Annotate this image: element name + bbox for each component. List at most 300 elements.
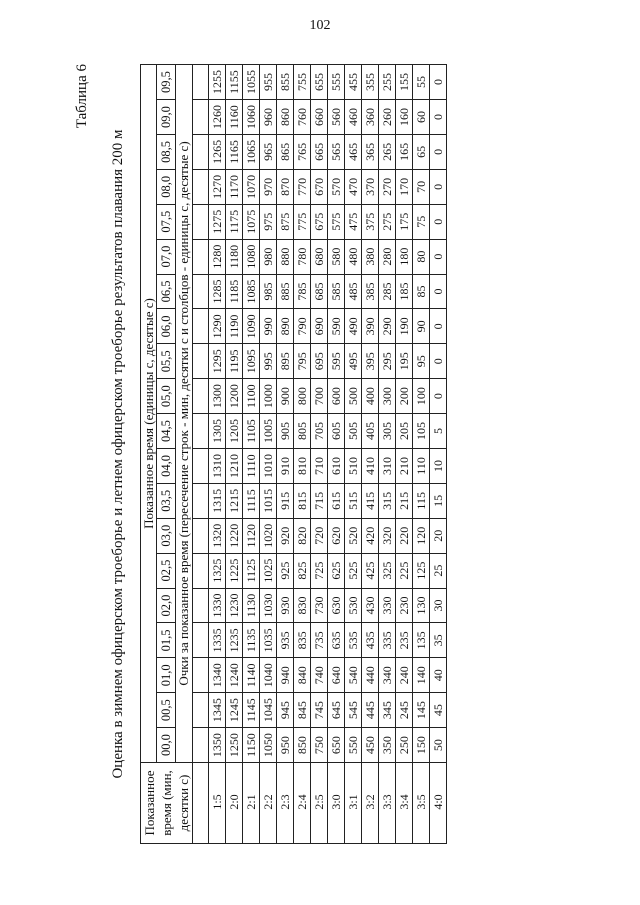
points-cell: 665 <box>311 134 328 169</box>
points-cell: 935 <box>277 623 294 658</box>
points-cell: 1040 <box>260 658 277 693</box>
points-cell: 945 <box>277 693 294 728</box>
points-cell: 690 <box>311 309 328 344</box>
points-cell: 840 <box>294 658 311 693</box>
points-cell: 1165 <box>226 134 243 169</box>
points-cell: 1330 <box>209 588 226 623</box>
points-cell: 1130 <box>243 588 260 623</box>
points-cell: 710 <box>311 448 328 483</box>
table-row <box>345 64 362 843</box>
points-cell: 820 <box>294 518 311 553</box>
blank-cell <box>193 134 209 169</box>
points-cell: 25 <box>430 553 447 588</box>
blank-cell <box>193 414 209 449</box>
points-cell: 45 <box>430 693 447 728</box>
points-cell: 885 <box>277 274 294 309</box>
points-cell: 140 <box>413 658 430 693</box>
points-cell: 920 <box>277 518 294 553</box>
points-cell: 400 <box>362 379 379 414</box>
column-header: 04,0 <box>157 448 176 483</box>
points-cell: 295 <box>379 344 396 379</box>
points-cell: 770 <box>294 169 311 204</box>
points-cell: 870 <box>277 169 294 204</box>
points-cell: 440 <box>362 658 379 693</box>
points-cell: 1265 <box>209 134 226 169</box>
blank-cell <box>193 344 209 379</box>
blank-cell <box>193 763 209 844</box>
points-cell: 600 <box>328 379 345 414</box>
points-cell: 975 <box>260 204 277 239</box>
points-cell: 765 <box>294 134 311 169</box>
points-cell: 105 <box>413 414 430 449</box>
table-label: Таблица 6 <box>74 64 90 129</box>
points-cell: 960 <box>260 100 277 135</box>
points-cell: 1010 <box>260 448 277 483</box>
points-cell: 1285 <box>209 274 226 309</box>
points-cell: 0 <box>430 64 447 99</box>
points-cell: 500 <box>345 379 362 414</box>
points-cell: 1295 <box>209 344 226 379</box>
points-cell: 390 <box>362 309 379 344</box>
points-cell: 0 <box>430 344 447 379</box>
points-cell: 910 <box>277 448 294 483</box>
points-cell: 950 <box>277 728 294 763</box>
column-header: 08,0 <box>157 169 176 204</box>
points-cell: 750 <box>311 728 328 763</box>
points-cell: 150 <box>413 728 430 763</box>
points-cell: 785 <box>294 274 311 309</box>
points-cell: 720 <box>311 518 328 553</box>
points-cell: 265 <box>379 134 396 169</box>
points-cell: 340 <box>379 658 396 693</box>
points-cell: 570 <box>328 169 345 204</box>
column-header: 03,0 <box>157 518 176 553</box>
points-cell: 1325 <box>209 553 226 588</box>
points-cell: 1135 <box>243 623 260 658</box>
points-cell: 1120 <box>243 518 260 553</box>
column-header: 01,0 <box>157 658 176 693</box>
points-cell: 995 <box>260 344 277 379</box>
points-cell: 1045 <box>260 693 277 728</box>
column-header-row <box>157 64 176 843</box>
points-cell: 535 <box>345 623 362 658</box>
points-cell: 655 <box>311 64 328 99</box>
points-cell: 1000 <box>260 379 277 414</box>
points-cell: 5 <box>430 414 447 449</box>
points-cell: 1105 <box>243 414 260 449</box>
points-cell: 220 <box>396 518 413 553</box>
points-cell: 800 <box>294 379 311 414</box>
points-cell: 65 <box>413 134 430 169</box>
points-cell: 485 <box>345 274 362 309</box>
time-cell: 4:0 <box>430 763 447 844</box>
points-cell: 1345 <box>209 693 226 728</box>
points-cell: 555 <box>328 64 345 99</box>
points-cell: 640 <box>328 658 345 693</box>
points-cell: 835 <box>294 623 311 658</box>
points-cell: 0 <box>430 204 447 239</box>
points-cell: 760 <box>294 100 311 135</box>
points-cell: 725 <box>311 553 328 588</box>
column-header: 00,5 <box>157 693 176 728</box>
points-cell: 70 <box>413 169 430 204</box>
points-cell: 530 <box>345 588 362 623</box>
points-cell: 980 <box>260 239 277 274</box>
points-cell: 565 <box>328 134 345 169</box>
points-cell: 645 <box>328 693 345 728</box>
points-cell: 420 <box>362 518 379 553</box>
points-cell: 1205 <box>226 414 243 449</box>
points-cell: 605 <box>328 414 345 449</box>
points-cell: 925 <box>277 553 294 588</box>
points-cell: 370 <box>362 169 379 204</box>
points-cell: 890 <box>277 309 294 344</box>
points-cell: 0 <box>430 274 447 309</box>
points-cell: 275 <box>379 204 396 239</box>
points-cell: 55 <box>413 64 430 99</box>
points-cell: 1090 <box>243 309 260 344</box>
points-cell: 580 <box>328 239 345 274</box>
points-cell: 465 <box>345 134 362 169</box>
points-cell: 155 <box>396 64 413 99</box>
points-cell: 700 <box>311 379 328 414</box>
points-cell: 1080 <box>243 239 260 274</box>
points-cell: 325 <box>379 553 396 588</box>
points-cell: 320 <box>379 518 396 553</box>
points-cell: 10 <box>430 448 447 483</box>
sub-header: Очки за показанное время (пересечение строк - мин, десятки с и столбцов - единицы с, десятые с) <box>176 64 193 762</box>
points-cell: 1270 <box>209 169 226 204</box>
time-cell: 2:2 <box>260 763 277 844</box>
points-cell: 1240 <box>226 658 243 693</box>
points-cell: 805 <box>294 414 311 449</box>
points-cell: 125 <box>413 553 430 588</box>
points-cell: 915 <box>277 483 294 518</box>
points-cell: 245 <box>396 693 413 728</box>
points-cell: 225 <box>396 553 413 588</box>
points-cell: 1320 <box>209 518 226 553</box>
points-cell: 970 <box>260 169 277 204</box>
time-cell: 2:5 <box>311 763 328 844</box>
table-row <box>379 64 396 843</box>
stub-header: Показанное время (мин, десятки с) <box>141 763 193 844</box>
column-header: 02,5 <box>157 553 176 588</box>
points-cell: 270 <box>379 169 396 204</box>
table-row <box>311 64 328 843</box>
page-number: 102 <box>309 18 331 33</box>
points-cell: 745 <box>311 693 328 728</box>
points-cell: 450 <box>362 728 379 763</box>
points-cell: 490 <box>345 309 362 344</box>
points-cell: 1160 <box>226 100 243 135</box>
points-cell: 350 <box>379 728 396 763</box>
points-cell: 1225 <box>226 553 243 588</box>
time-cell: 3:5 <box>413 763 430 844</box>
points-cell: 695 <box>311 344 328 379</box>
points-cell: 1280 <box>209 239 226 274</box>
points-cell: 905 <box>277 414 294 449</box>
points-cell: 1085 <box>243 274 260 309</box>
points-cell: 585 <box>328 274 345 309</box>
points-cell: 345 <box>379 693 396 728</box>
points-cell: 675 <box>311 204 328 239</box>
column-header: 09,5 <box>157 64 176 99</box>
points-cell: 1005 <box>260 414 277 449</box>
points-cell: 115 <box>413 483 430 518</box>
points-cell: 1065 <box>243 134 260 169</box>
points-cell: 1215 <box>226 483 243 518</box>
points-cell: 545 <box>345 693 362 728</box>
blank-cell <box>193 204 209 239</box>
points-cell: 285 <box>379 274 396 309</box>
points-cell: 1315 <box>209 483 226 518</box>
points-cell: 250 <box>396 728 413 763</box>
points-cell: 175 <box>396 204 413 239</box>
points-cell: 1025 <box>260 553 277 588</box>
points-cell: 1020 <box>260 518 277 553</box>
time-cell: 2:1 <box>243 763 260 844</box>
points-cell: 660 <box>311 100 328 135</box>
points-cell: 0 <box>430 100 447 135</box>
points-cell: 1095 <box>243 344 260 379</box>
points-cell: 830 <box>294 588 311 623</box>
points-cell: 1310 <box>209 448 226 483</box>
points-cell: 730 <box>311 588 328 623</box>
blank-cell <box>193 693 209 728</box>
points-cell: 35 <box>430 623 447 658</box>
points-cell: 990 <box>260 309 277 344</box>
points-cell: 200 <box>396 379 413 414</box>
points-cell: 940 <box>277 658 294 693</box>
points-cell: 395 <box>362 344 379 379</box>
points-cell: 20 <box>430 518 447 553</box>
table-row <box>430 64 447 843</box>
points-cell: 540 <box>345 658 362 693</box>
points-cell: 1275 <box>209 204 226 239</box>
points-cell: 650 <box>328 728 345 763</box>
points-cell: 865 <box>277 134 294 169</box>
rotated-page-content <box>70 64 565 844</box>
points-cell: 435 <box>362 623 379 658</box>
blank-cell <box>193 309 209 344</box>
points-cell: 525 <box>345 553 362 588</box>
points-cell: 1235 <box>226 623 243 658</box>
blank-row <box>193 64 209 843</box>
points-cell: 215 <box>396 483 413 518</box>
points-cell: 1030 <box>260 588 277 623</box>
blank-cell <box>193 728 209 763</box>
table-row <box>226 64 243 843</box>
points-cell: 260 <box>379 100 396 135</box>
points-cell: 740 <box>311 658 328 693</box>
points-cell: 290 <box>379 309 396 344</box>
points-cell: 550 <box>345 728 362 763</box>
points-cell: 280 <box>379 239 396 274</box>
points-cell: 1050 <box>260 728 277 763</box>
points-cell: 965 <box>260 134 277 169</box>
points-cell: 1185 <box>226 274 243 309</box>
table-row <box>413 64 430 843</box>
points-cell: 80 <box>413 239 430 274</box>
points-cell: 1155 <box>226 64 243 99</box>
points-cell: 480 <box>345 239 362 274</box>
points-cell: 425 <box>362 553 379 588</box>
points-cell: 845 <box>294 693 311 728</box>
points-cell: 75 <box>413 204 430 239</box>
column-header: 07,0 <box>157 239 176 274</box>
points-cell: 1255 <box>209 64 226 99</box>
time-cell: 1:5 <box>209 763 226 844</box>
points-cell: 205 <box>396 414 413 449</box>
points-cell: 1305 <box>209 414 226 449</box>
points-cell: 0 <box>430 379 447 414</box>
points-cell: 1015 <box>260 483 277 518</box>
points-cell: 235 <box>396 623 413 658</box>
time-cell: 3:3 <box>379 763 396 844</box>
points-cell: 415 <box>362 483 379 518</box>
points-cell: 875 <box>277 204 294 239</box>
points-cell: 470 <box>345 169 362 204</box>
points-cell: 1195 <box>226 344 243 379</box>
points-cell: 505 <box>345 414 362 449</box>
points-cell: 1220 <box>226 518 243 553</box>
time-cell: 3:2 <box>362 763 379 844</box>
points-cell: 195 <box>396 344 413 379</box>
points-cell: 560 <box>328 100 345 135</box>
column-header: 09,0 <box>157 100 176 135</box>
points-cell: 310 <box>379 448 396 483</box>
points-cell: 630 <box>328 588 345 623</box>
column-header: 04,5 <box>157 414 176 449</box>
points-cell: 930 <box>277 588 294 623</box>
points-cell: 0 <box>430 169 447 204</box>
column-header: 06,5 <box>157 274 176 309</box>
points-cell: 0 <box>430 239 447 274</box>
blank-cell <box>193 274 209 309</box>
points-cell: 635 <box>328 623 345 658</box>
points-cell: 300 <box>379 379 396 414</box>
points-cell: 1300 <box>209 379 226 414</box>
blank-cell <box>193 588 209 623</box>
points-cell: 515 <box>345 483 362 518</box>
column-header: 01,5 <box>157 623 176 658</box>
points-cell: 1075 <box>243 204 260 239</box>
points-cell: 1140 <box>243 658 260 693</box>
points-cell: 330 <box>379 588 396 623</box>
blank-cell <box>193 518 209 553</box>
points-cell: 15 <box>430 483 447 518</box>
points-cell: 1170 <box>226 169 243 204</box>
points-cell: 1200 <box>226 379 243 414</box>
points-cell: 30 <box>430 588 447 623</box>
points-cell: 475 <box>345 204 362 239</box>
blank-cell <box>193 483 209 518</box>
points-cell: 160 <box>396 100 413 135</box>
time-cell: 2:4 <box>294 763 311 844</box>
blank-cell <box>193 169 209 204</box>
points-cell: 380 <box>362 239 379 274</box>
points-cell: 1055 <box>243 64 260 99</box>
points-cell: 895 <box>277 344 294 379</box>
column-header: 05,5 <box>157 344 176 379</box>
points-cell: 520 <box>345 518 362 553</box>
column-header: 05,0 <box>157 379 176 414</box>
points-cell: 405 <box>362 414 379 449</box>
points-cell: 360 <box>362 100 379 135</box>
points-cell: 1245 <box>226 693 243 728</box>
points-cell: 355 <box>362 64 379 99</box>
points-cell: 825 <box>294 553 311 588</box>
table-row <box>209 64 226 843</box>
points-cell: 1060 <box>243 100 260 135</box>
table-title: Оценка в зимнем офицерском троеборье и летнем офицерском троеборье результатов плавания 200 м <box>110 129 126 779</box>
points-cell: 1175 <box>226 204 243 239</box>
points-cell: 0 <box>430 134 447 169</box>
points-cell: 445 <box>362 693 379 728</box>
points-cell: 365 <box>362 134 379 169</box>
points-cell: 230 <box>396 588 413 623</box>
points-cell: 410 <box>362 448 379 483</box>
points-cell: 685 <box>311 274 328 309</box>
points-cell: 790 <box>294 309 311 344</box>
points-cell: 1290 <box>209 309 226 344</box>
points-cell: 85 <box>413 274 430 309</box>
time-cell: 3:0 <box>328 763 345 844</box>
points-cell: 185 <box>396 274 413 309</box>
blank-cell <box>193 623 209 658</box>
points-cell: 860 <box>277 100 294 135</box>
points-cell: 575 <box>328 204 345 239</box>
points-cell: 430 <box>362 588 379 623</box>
blank-cell <box>193 553 209 588</box>
points-cell: 705 <box>311 414 328 449</box>
points-cell: 145 <box>413 693 430 728</box>
points-cell: 1150 <box>243 728 260 763</box>
points-cell: 335 <box>379 623 396 658</box>
points-cell: 900 <box>277 379 294 414</box>
points-cell: 775 <box>294 204 311 239</box>
points-cell: 985 <box>260 274 277 309</box>
points-cell: 455 <box>345 64 362 99</box>
time-cell: 2:3 <box>277 763 294 844</box>
points-cell: 755 <box>294 64 311 99</box>
points-cell: 190 <box>396 309 413 344</box>
points-cell: 1110 <box>243 448 260 483</box>
points-cell: 795 <box>294 344 311 379</box>
points-cell: 620 <box>328 518 345 553</box>
points-cell: 955 <box>260 64 277 99</box>
column-header: 00,0 <box>157 728 176 763</box>
points-cell: 1190 <box>226 309 243 344</box>
points-cell: 1100 <box>243 379 260 414</box>
points-cell: 1260 <box>209 100 226 135</box>
points-cell: 880 <box>277 239 294 274</box>
blank-cell <box>193 239 209 274</box>
table-row <box>328 64 345 843</box>
time-cell: 3:4 <box>396 763 413 844</box>
table-row <box>260 64 277 843</box>
table-body <box>209 64 447 843</box>
points-cell: 595 <box>328 344 345 379</box>
points-cell: 240 <box>396 658 413 693</box>
points-cell: 375 <box>362 204 379 239</box>
points-cell: 855 <box>277 64 294 99</box>
points-cell: 1035 <box>260 623 277 658</box>
points-cell: 615 <box>328 483 345 518</box>
points-cell: 850 <box>294 728 311 763</box>
points-cell: 60 <box>413 100 430 135</box>
points-cell: 810 <box>294 448 311 483</box>
